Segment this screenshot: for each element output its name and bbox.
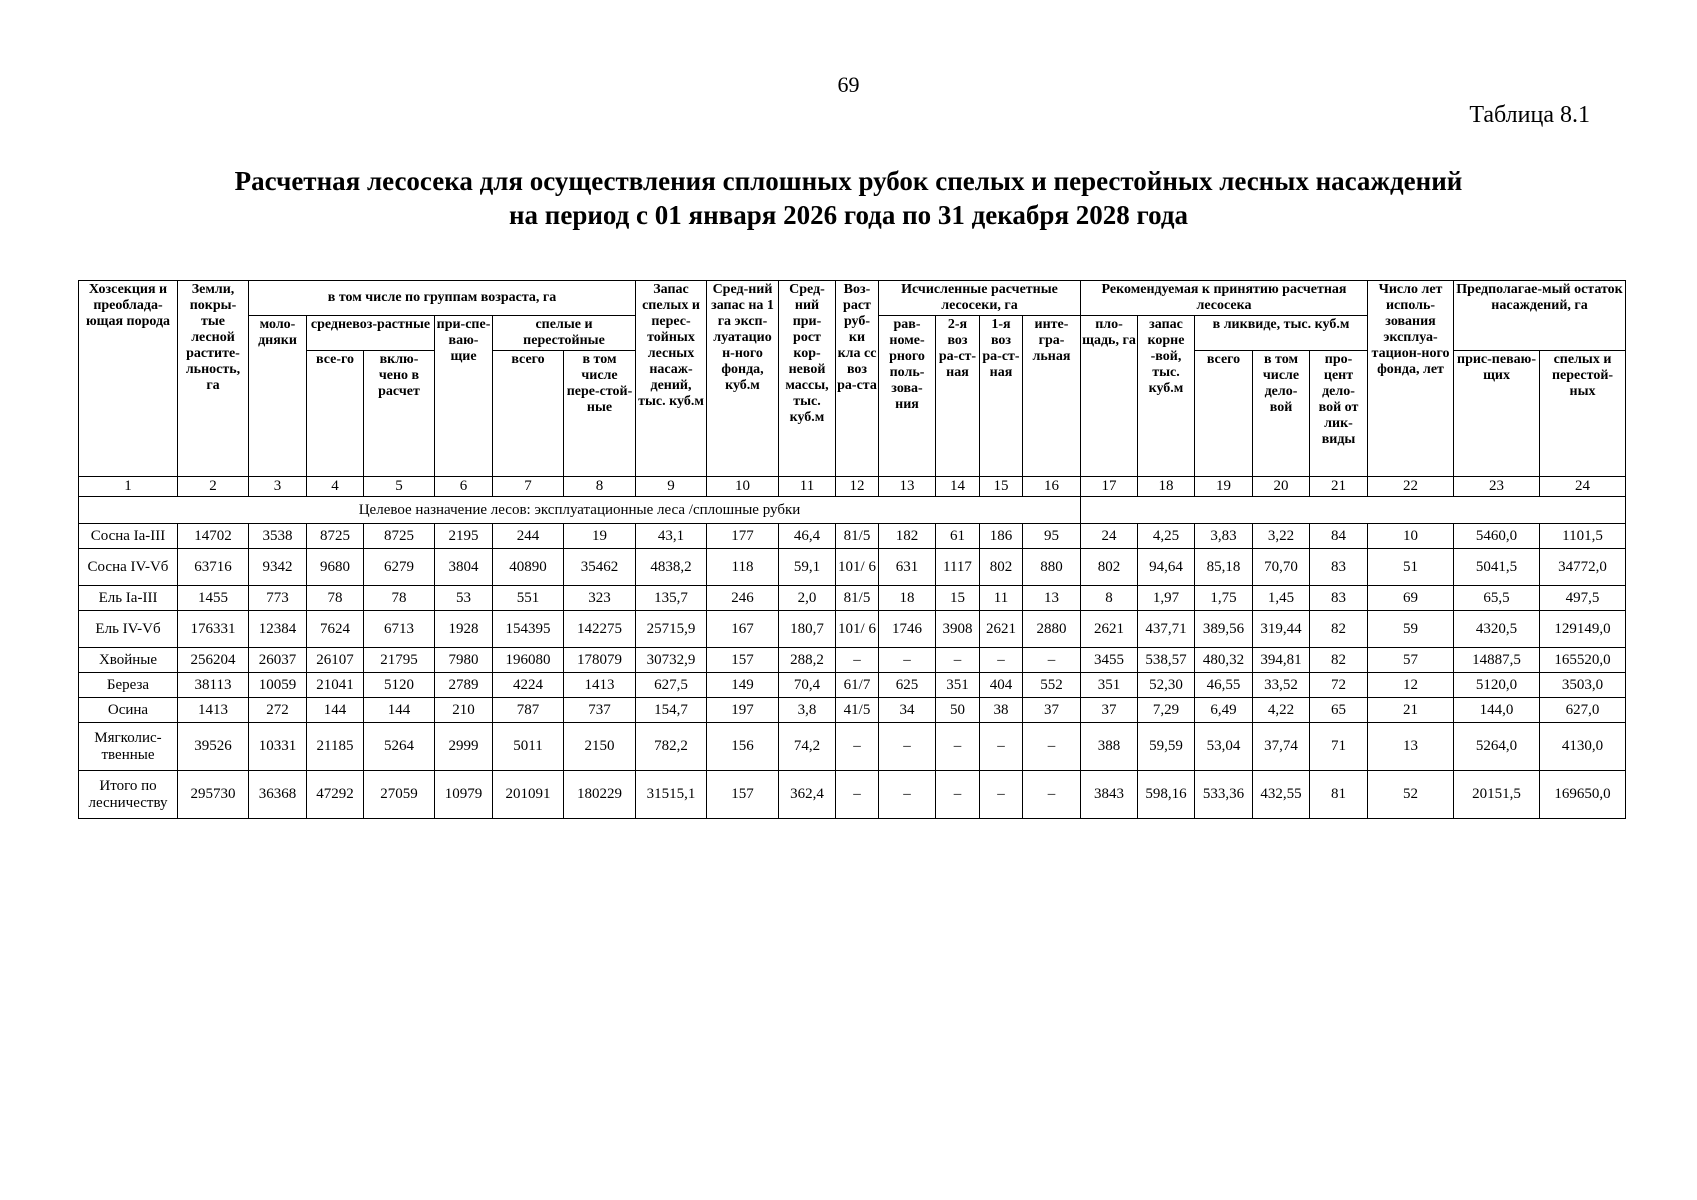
column-number: 1 — [79, 477, 178, 497]
column-number: 6 — [435, 477, 493, 497]
header-liquid-business: в том числе дело-вой — [1253, 351, 1310, 477]
header-maturing: при-спе-ваю-щие — [435, 316, 493, 477]
table-cell: 256204 — [178, 648, 249, 673]
header-recommended-allowance: Рекомендуемая к принятию расчетная лесосека — [1081, 281, 1368, 316]
header-middle-included: вклю-чено в расчет — [364, 351, 435, 477]
header-expected-remainder: Предполагае-мый остаток насаждений, га — [1454, 281, 1626, 351]
table-cell: 8 — [1081, 586, 1138, 611]
species-name: Мягколис-твенные — [79, 723, 178, 771]
table-cell: 95 — [1023, 524, 1081, 549]
table-body — [79, 524, 1626, 819]
table-cell: 598,16 — [1138, 771, 1195, 819]
column-number: 15 — [980, 477, 1023, 497]
table-cell: 2621 — [1081, 611, 1138, 648]
table-cell: 3455 — [1081, 648, 1138, 673]
table-row — [79, 771, 1626, 819]
section-label-blank — [1081, 497, 1626, 524]
table-cell: 65 — [1310, 698, 1368, 723]
table-label: Таблица 8.1 — [1469, 102, 1590, 128]
table-cell: – — [936, 771, 980, 819]
column-number: 4 — [307, 477, 364, 497]
header-avg-increment: Сред-ний при-рост кор-невой массы, тыс. куб.м — [779, 281, 836, 477]
table-cell: 196080 — [493, 648, 564, 673]
table-cell: 2880 — [1023, 611, 1081, 648]
header-integral: инте-гра-льная — [1023, 316, 1081, 477]
table-cell: 101/ 6 — [836, 549, 879, 586]
header-business-percent: про-цент дело-вой от лик-виды — [1310, 351, 1368, 477]
header-young: моло-дняки — [249, 316, 307, 477]
table-cell: 157 — [707, 771, 779, 819]
table-cell: 13 — [1023, 586, 1081, 611]
header-cutting-age: Воз-раст руб-ки кла сс воз ра-ста — [836, 281, 879, 477]
table-cell: 52,30 — [1138, 673, 1195, 698]
table-cell: 74,2 — [779, 723, 836, 771]
table-cell: 288,2 — [779, 648, 836, 673]
table-cell: 2150 — [564, 723, 636, 771]
table-cell: 53 — [435, 586, 493, 611]
table-row — [79, 698, 1626, 723]
table-cell: 57 — [1368, 648, 1454, 673]
column-number: 22 — [1368, 477, 1454, 497]
table-cell: – — [836, 723, 879, 771]
table-cell: 61 — [936, 524, 980, 549]
table-cell: 71 — [1310, 723, 1368, 771]
table-cell: 3804 — [435, 549, 493, 586]
table-cell: 144 — [307, 698, 364, 723]
table-cell: 1101,5 — [1540, 524, 1626, 549]
table-cell: 323 — [564, 586, 636, 611]
table-cell: 625 — [879, 673, 936, 698]
species-name: Сосна Iа-III — [79, 524, 178, 549]
table-cell: 246 — [707, 586, 779, 611]
column-number: 10 — [707, 477, 779, 497]
table-cell: 144 — [364, 698, 435, 723]
table-cell: 94,64 — [1138, 549, 1195, 586]
table-cell: 35462 — [564, 549, 636, 586]
table-cell: – — [1023, 771, 1081, 819]
table-cell: 3,8 — [779, 698, 836, 723]
table-cell: 10331 — [249, 723, 307, 771]
table-cell: 432,55 — [1253, 771, 1310, 819]
table-cell: 180,7 — [779, 611, 836, 648]
table-cell: 27059 — [364, 771, 435, 819]
header-ripe-total: всего — [493, 351, 564, 477]
column-number: 7 — [493, 477, 564, 497]
table-cell: 59 — [1368, 611, 1454, 648]
table-cell: 118 — [707, 549, 779, 586]
table-cell: 47292 — [307, 771, 364, 819]
species-name: Ель Iа-III — [79, 586, 178, 611]
table-cell: 2621 — [980, 611, 1023, 648]
header-maturing-remainder: прис-певаю-щих — [1454, 351, 1540, 477]
table-cell: 627,0 — [1540, 698, 1626, 723]
table-cell: 13 — [1368, 723, 1454, 771]
header-ripe-overripe: спелые и перестойные — [493, 316, 636, 351]
table-cell: 2195 — [435, 524, 493, 549]
table-cell: 497,5 — [1540, 586, 1626, 611]
table-cell: 4224 — [493, 673, 564, 698]
species-name: Ель IV-Vб — [79, 611, 178, 648]
column-number: 18 — [1138, 477, 1195, 497]
table-cell: 1413 — [564, 673, 636, 698]
column-number: 9 — [636, 477, 707, 497]
table-row — [79, 524, 1626, 549]
table-cell: – — [980, 723, 1023, 771]
table-cell: 177 — [707, 524, 779, 549]
table-cell: 30732,9 — [636, 648, 707, 673]
table-cell: 1928 — [435, 611, 493, 648]
table-cell: 351 — [1081, 673, 1138, 698]
column-number: 2 — [178, 477, 249, 497]
table-cell: 21795 — [364, 648, 435, 673]
table-cell: 3503,0 — [1540, 673, 1626, 698]
table-cell: 15 — [936, 586, 980, 611]
table-cell: 63716 — [178, 549, 249, 586]
table-cell: 37,74 — [1253, 723, 1310, 771]
table-cell: 631 — [879, 549, 936, 586]
table-cell: 59,59 — [1138, 723, 1195, 771]
table-cell: 144,0 — [1454, 698, 1540, 723]
header-calculated-allowances: Исчисленные расчетные лесосеки, га — [879, 281, 1081, 316]
header-ripe-remainder: спелых и перестой-ных — [1540, 351, 1626, 477]
header-middle-total: все-го — [307, 351, 364, 477]
table-cell: 81 — [1310, 771, 1368, 819]
table-cell: 551 — [493, 586, 564, 611]
table-cell: 5120 — [364, 673, 435, 698]
table-cell: 3843 — [1081, 771, 1138, 819]
table-cell: 272 — [249, 698, 307, 723]
table-cell: – — [936, 723, 980, 771]
column-number: 17 — [1081, 477, 1138, 497]
title-line-1: Расчетная лесосека для осуществления сплошных рубок спелых и перестойных лесных насаждений — [234, 166, 1463, 196]
table-row — [79, 723, 1626, 771]
column-number-row — [79, 477, 1626, 497]
species-name: Итого по лесничеству — [79, 771, 178, 819]
table-cell: 25715,9 — [636, 611, 707, 648]
column-number: 14 — [936, 477, 980, 497]
table-cell: 1117 — [936, 549, 980, 586]
table-cell: 5264 — [364, 723, 435, 771]
table-cell: 84 — [1310, 524, 1368, 549]
table-cell: 880 — [1023, 549, 1081, 586]
table-cell: 78 — [307, 586, 364, 611]
table-cell: 39526 — [178, 723, 249, 771]
column-number: 24 — [1540, 477, 1626, 497]
table-row — [79, 648, 1626, 673]
table-cell: 5011 — [493, 723, 564, 771]
header-stock-ripe: Запас спелых и перес-тойных лесных насаж-дений, тыс. куб.м — [636, 281, 707, 477]
table-cell: 394,81 — [1253, 648, 1310, 673]
table-cell: 3908 — [936, 611, 980, 648]
table-cell: 10059 — [249, 673, 307, 698]
header-middle-aged: средневоз-растные — [307, 316, 435, 351]
table-cell: 9680 — [307, 549, 364, 586]
table-cell: 70,70 — [1253, 549, 1310, 586]
table-cell: 21185 — [307, 723, 364, 771]
table-cell: 26107 — [307, 648, 364, 673]
table-cell: 178079 — [564, 648, 636, 673]
table-cell: 389,56 — [1195, 611, 1253, 648]
header-second-age: 2-я воз ра-ст-ная — [936, 316, 980, 477]
table-cell: 18 — [879, 586, 936, 611]
table-cell: 142275 — [564, 611, 636, 648]
header-avg-stock: Сред-ний запас на 1 га эксп-луатацио н-ного фонда, куб.м — [707, 281, 779, 477]
table-cell: 26037 — [249, 648, 307, 673]
table-row — [79, 611, 1626, 648]
table-cell: 72 — [1310, 673, 1368, 698]
table-cell: 1413 — [178, 698, 249, 723]
table-cell: 182 — [879, 524, 936, 549]
table-cell: 538,57 — [1138, 648, 1195, 673]
table-cell: – — [836, 648, 879, 673]
table-cell: – — [836, 771, 879, 819]
table-cell: 4838,2 — [636, 549, 707, 586]
table-cell: – — [879, 771, 936, 819]
column-number: 19 — [1195, 477, 1253, 497]
table-cell: 69 — [1368, 586, 1454, 611]
table-cell: 3,83 — [1195, 524, 1253, 549]
table-cell: 36368 — [249, 771, 307, 819]
table-cell: 201091 — [493, 771, 564, 819]
table-cell: 295730 — [178, 771, 249, 819]
table-cell: 38 — [980, 698, 1023, 723]
page-number: 69 — [837, 72, 860, 97]
table-cell: 37 — [1023, 698, 1081, 723]
table-cell: 404 — [980, 673, 1023, 698]
table-cell: – — [1023, 648, 1081, 673]
table-cell: 7,29 — [1138, 698, 1195, 723]
table-cell: 61/7 — [836, 673, 879, 698]
header-liquid: в ликвиде, тыс. куб.м — [1195, 316, 1368, 351]
table-row — [79, 586, 1626, 611]
table-cell: 197 — [707, 698, 779, 723]
table-cell: 14887,5 — [1454, 648, 1540, 673]
table-cell: 40890 — [493, 549, 564, 586]
table-cell: – — [1023, 723, 1081, 771]
header-years-of-use: Число лет исполь-зования эксплуа-тацион-ного фонда, лет — [1368, 281, 1454, 477]
table-cell: 10 — [1368, 524, 1454, 549]
table-cell: 149 — [707, 673, 779, 698]
header-liquid-total: всего — [1195, 351, 1253, 477]
table-cell: 52 — [1368, 771, 1454, 819]
column-number: 5 — [364, 477, 435, 497]
table-cell: 388 — [1081, 723, 1138, 771]
table-row — [79, 673, 1626, 698]
table-cell: 78 — [364, 586, 435, 611]
table-cell: 51 — [1368, 549, 1454, 586]
table-cell: 167 — [707, 611, 779, 648]
table-cell: 20151,5 — [1454, 771, 1540, 819]
table-cell: 21041 — [307, 673, 364, 698]
table-cell: 46,4 — [779, 524, 836, 549]
table-cell: 34 — [879, 698, 936, 723]
table-cell: 6279 — [364, 549, 435, 586]
table-cell: 180229 — [564, 771, 636, 819]
document-title — [0, 164, 1697, 232]
table-cell: 351 — [936, 673, 980, 698]
table-cell: 41/5 — [836, 698, 879, 723]
table-cell: 802 — [1081, 549, 1138, 586]
table-cell: 46,55 — [1195, 673, 1253, 698]
header-age-groups: в том числе по группам возраста, га — [249, 281, 636, 316]
table-cell: – — [980, 771, 1023, 819]
table-cell: 82 — [1310, 648, 1368, 673]
table-cell: 43,1 — [636, 524, 707, 549]
header-even-use: рав-номе-рного поль-зова-ния — [879, 316, 936, 477]
table-cell: 4,22 — [1253, 698, 1310, 723]
column-number: 12 — [836, 477, 879, 497]
table-cell: 157 — [707, 648, 779, 673]
table-cell: 65,5 — [1454, 586, 1540, 611]
table-cell: 10979 — [435, 771, 493, 819]
table-cell: 6,49 — [1195, 698, 1253, 723]
section-label: Целевое назначение лесов: эксплуатационные леса /сплошные рубки — [79, 497, 1081, 524]
header-forested-land: Земли, покры-тые лесной растите-льность, га — [178, 281, 249, 477]
table-cell: 4,25 — [1138, 524, 1195, 549]
header-first-age: 1-я воз ра-ст-ная — [980, 316, 1023, 477]
table-cell: 552 — [1023, 673, 1081, 698]
table-cell: 70,4 — [779, 673, 836, 698]
table-cell: 176331 — [178, 611, 249, 648]
table-cell: 186 — [980, 524, 1023, 549]
table-cell: 24 — [1081, 524, 1138, 549]
table-cell: 33,52 — [1253, 673, 1310, 698]
table-cell: 82 — [1310, 611, 1368, 648]
table-cell: 165520,0 — [1540, 648, 1626, 673]
species-name: Хвойные — [79, 648, 178, 673]
table-cell: 59,1 — [779, 549, 836, 586]
table-cell: 627,5 — [636, 673, 707, 698]
column-number: 13 — [879, 477, 936, 497]
table-cell: 154395 — [493, 611, 564, 648]
table-cell: 9342 — [249, 549, 307, 586]
table-cell: 3,22 — [1253, 524, 1310, 549]
table-cell: 169650,0 — [1540, 771, 1626, 819]
table-cell: 19 — [564, 524, 636, 549]
table-cell: 12384 — [249, 611, 307, 648]
table-cell: 3538 — [249, 524, 307, 549]
table-cell: 362,4 — [779, 771, 836, 819]
table-cell: 83 — [1310, 586, 1368, 611]
table-cell: 5120,0 — [1454, 673, 1540, 698]
table-cell: 737 — [564, 698, 636, 723]
table-cell: 782,2 — [636, 723, 707, 771]
table-cell: 244 — [493, 524, 564, 549]
table-row — [79, 549, 1626, 586]
table-cell: 1,75 — [1195, 586, 1253, 611]
species-name: Осина — [79, 698, 178, 723]
table-cell: 81/5 — [836, 524, 879, 549]
table-cell: 437,71 — [1138, 611, 1195, 648]
table-cell: 37 — [1081, 698, 1138, 723]
table-cell: 5460,0 — [1454, 524, 1540, 549]
table-cell: 2999 — [435, 723, 493, 771]
table-cell: 1,45 — [1253, 586, 1310, 611]
table-cell: 81/5 — [836, 586, 879, 611]
table-cell: 154,7 — [636, 698, 707, 723]
title-line-2: на период с 01 января 2026 года по 31 декабря 2028 года — [508, 200, 1189, 230]
table-cell: – — [936, 648, 980, 673]
species-name: Береза — [79, 673, 178, 698]
table-cell: 34772,0 — [1540, 549, 1626, 586]
table-cell: – — [980, 648, 1023, 673]
table-cell: 787 — [493, 698, 564, 723]
table-cell: 21 — [1368, 698, 1454, 723]
table-cell: 480,32 — [1195, 648, 1253, 673]
table-cell: 802 — [980, 549, 1023, 586]
table-cell: 4130,0 — [1540, 723, 1626, 771]
header-area: пло-щадь, га — [1081, 316, 1138, 477]
table-cell: 12 — [1368, 673, 1454, 698]
table-cell: 533,36 — [1195, 771, 1253, 819]
table-cell: 1746 — [879, 611, 936, 648]
column-number: 23 — [1454, 477, 1540, 497]
table-cell: 85,18 — [1195, 549, 1253, 586]
header-overripe: в том числе пере-стой-ные — [564, 351, 636, 477]
table-cell: 14702 — [178, 524, 249, 549]
table-cell: 31515,1 — [636, 771, 707, 819]
table-cell: 50 — [936, 698, 980, 723]
table-cell: 4320,5 — [1454, 611, 1540, 648]
table-cell: 2789 — [435, 673, 493, 698]
column-number: 3 — [249, 477, 307, 497]
species-name: Сосна IV-Vб — [79, 549, 178, 586]
table-cell: 135,7 — [636, 586, 707, 611]
forest-harvest-table — [78, 280, 1626, 819]
column-number: 20 — [1253, 477, 1310, 497]
table-cell: 101/ 6 — [836, 611, 879, 648]
table-cell: 129149,0 — [1540, 611, 1626, 648]
header-root-stock: запас корне -вой, тыс. куб.м — [1138, 316, 1195, 477]
column-number: 8 — [564, 477, 636, 497]
table-cell: 1455 — [178, 586, 249, 611]
table-cell: 11 — [980, 586, 1023, 611]
column-number: 21 — [1310, 477, 1368, 497]
table-cell: 38113 — [178, 673, 249, 698]
table-cell: – — [879, 648, 936, 673]
table-cell: 8725 — [364, 524, 435, 549]
table-cell: 7624 — [307, 611, 364, 648]
table-cell: 5264,0 — [1454, 723, 1540, 771]
table-cell: 8725 — [307, 524, 364, 549]
table-cell: 53,04 — [1195, 723, 1253, 771]
table-cell: 319,44 — [1253, 611, 1310, 648]
header-species: Хозсекция и преоблада-ющая порода — [79, 281, 178, 477]
table-cell: 156 — [707, 723, 779, 771]
table-cell: 2,0 — [779, 586, 836, 611]
table-cell: 7980 — [435, 648, 493, 673]
table-cell: – — [879, 723, 936, 771]
table-cell: 6713 — [364, 611, 435, 648]
table-cell: 83 — [1310, 549, 1368, 586]
column-number: 16 — [1023, 477, 1081, 497]
table-cell: 210 — [435, 698, 493, 723]
table-cell: 773 — [249, 586, 307, 611]
table-cell: 5041,5 — [1454, 549, 1540, 586]
table-cell: 1,97 — [1138, 586, 1195, 611]
column-number: 11 — [779, 477, 836, 497]
